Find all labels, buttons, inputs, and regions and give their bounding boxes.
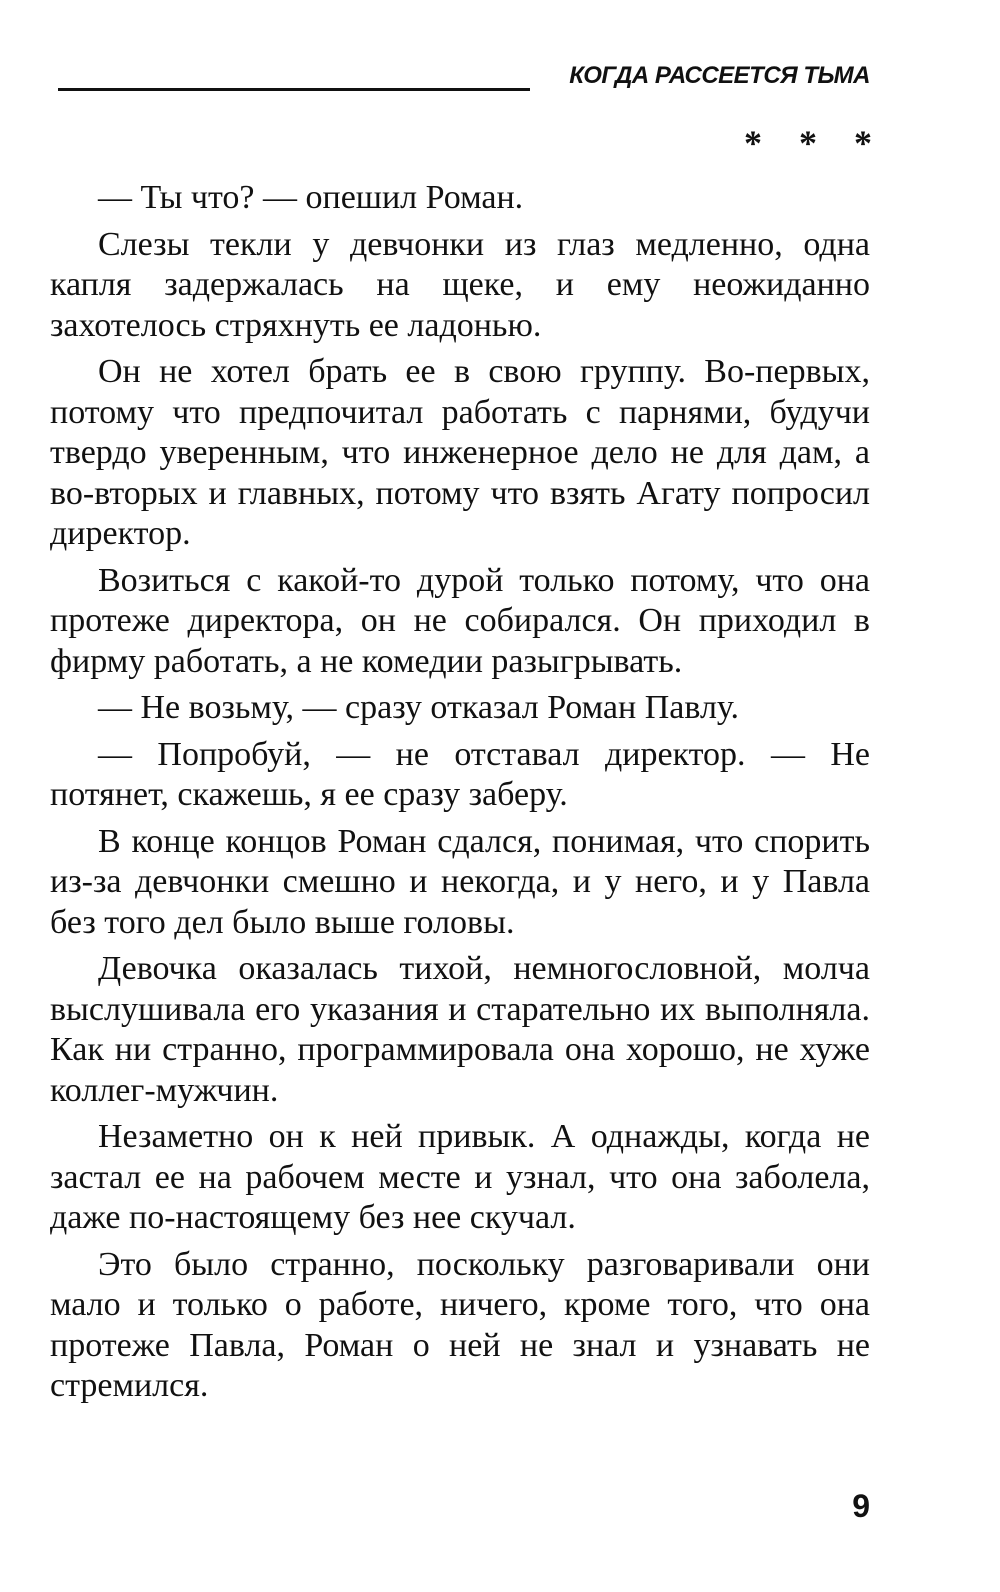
paragraph: Это было странно, поскольку разговаривали они мало и только о работе, ничего, кроме того, что она протеже Павла, Роман о ней не знал и узнавать не стремился. (50, 1245, 870, 1404)
paragraph: Слезы текли у девчонки из глаз медленно, одна капля задержалась на щеке, и ему неожиданно захотелось стряхнуть ее ладонью. (50, 225, 870, 344)
paragraph: — Не возьму, — сразу отказал Роман Павлу. (98, 689, 740, 726)
page-number: 9 (852, 1488, 870, 1524)
paragraph: Возиться с какой-то дурой только потому, что она протеже директора, он не собирался. Он приходил в фирму работать, а не комедии разыгрывать. (50, 561, 870, 680)
paragraph: Девочка оказалась тихой, немногословной, молча выслушивала его указания и старательно их выполняла. Как ни странно, программировала она хорошо, не хуже коллег-мужчин. (50, 950, 870, 1109)
header-rule (58, 88, 530, 91)
running-header (58, 62, 870, 92)
paragraph: Незаметно он к ней привык. А однажды, когда не застал ее на рабочем месте и узнал, что она заболела, даже по-настоящему без нее скучал. (50, 1118, 870, 1236)
paragraph: — Попробуй, — не отставал директор. — Не потянет, скажешь, я ее сразу заберу. (50, 735, 870, 813)
section-break-asterisks: * * * (744, 123, 886, 163)
paragraph: — Ты что? — опешил Роман. (98, 179, 524, 216)
paragraph: Он не хотел брать ее в свою группу. Во-первых, потому что предпочитал работать с парнями, будучи твердо уверенным, что инженерное дело не для дам, а во-вторых и главных, потому что взять Агату попросил директор. (50, 353, 870, 552)
running-title: КОГДА РАССЕЕТСЯ ТЬМА (569, 62, 870, 89)
paragraph: В конце концов Роман сдался, понимая, что спорить из-за девчонки смешно и некогда, и у него, и у Павла без того дел было выше головы. (50, 822, 870, 941)
book-text (50, 178, 870, 1413)
